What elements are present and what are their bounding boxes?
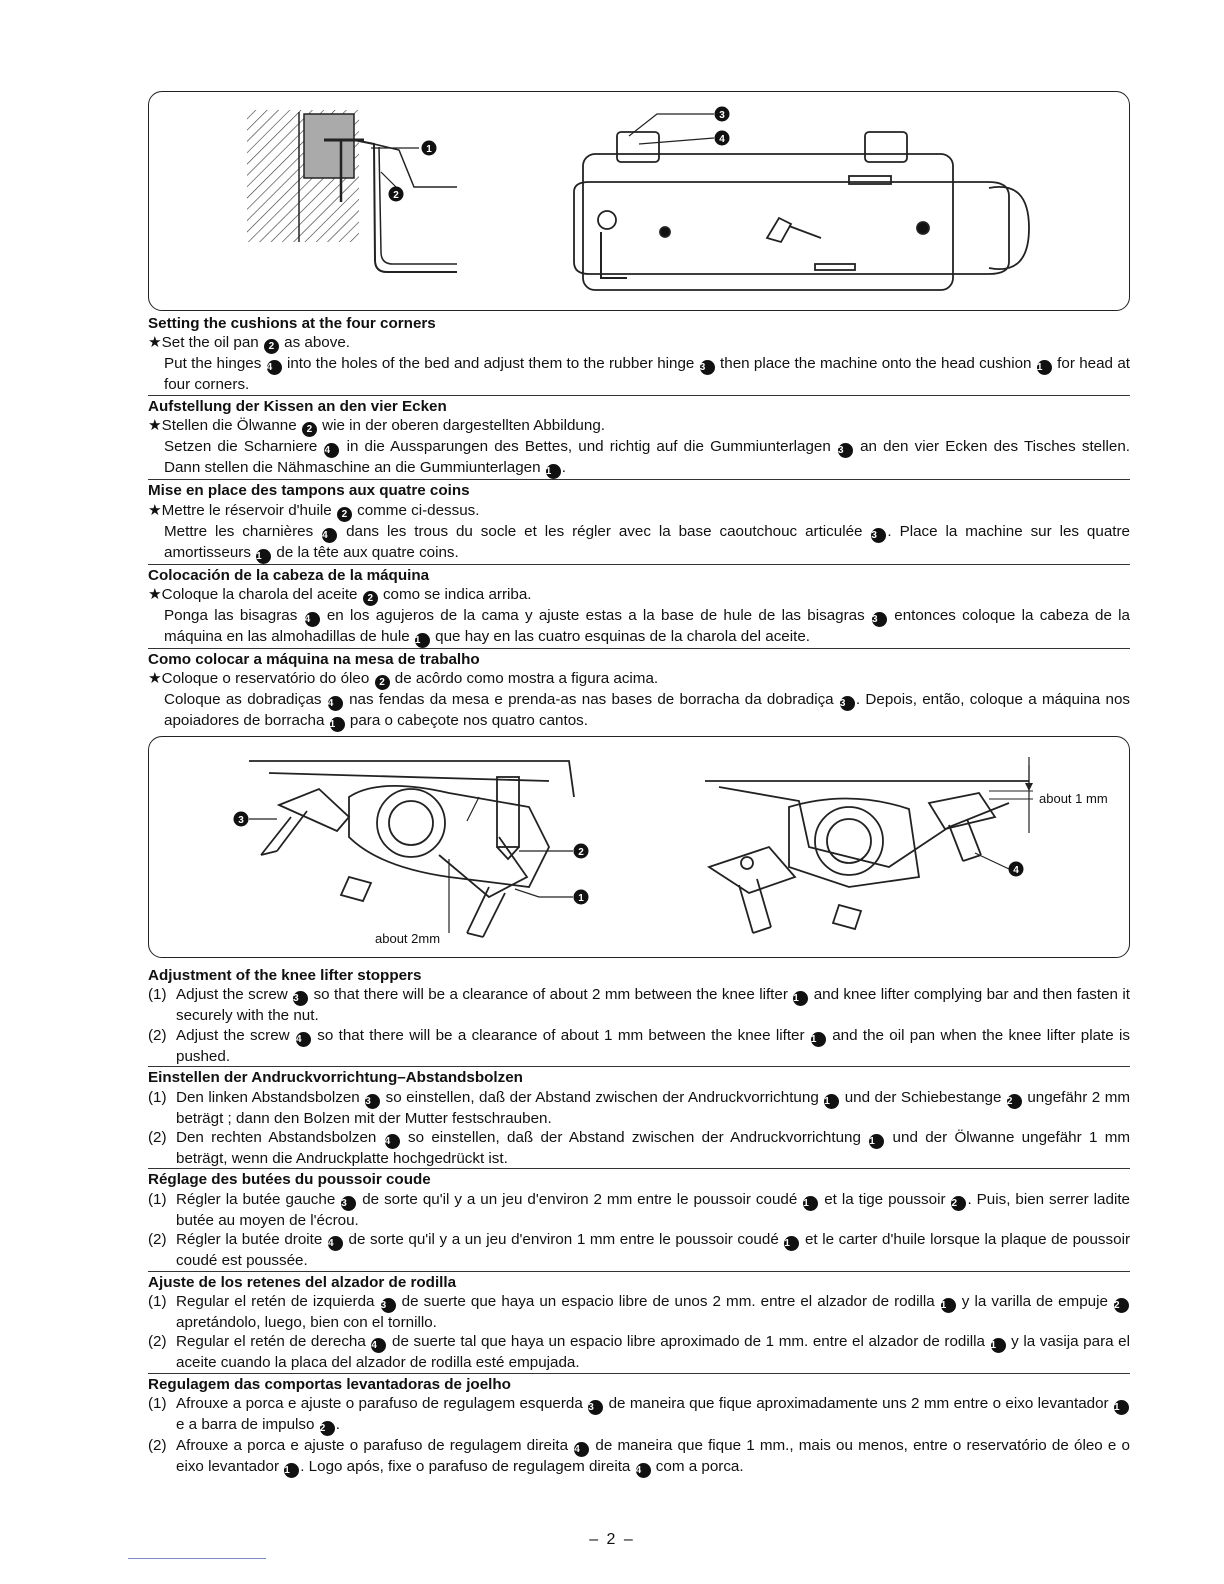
callout-number-icon: 2: [363, 591, 378, 606]
instruction-star-de: ★Stellen die Ölwanne 2 wie in der oberen dargestellten Abbildung.: [148, 417, 605, 436]
figure-knee-lifter-drawing: [149, 737, 1129, 957]
instruction-star-pt: ★Coloque o reservatório do óleo 2 de acôrdo como mostra a figura acima.: [148, 670, 659, 689]
callout-number-icon: 3: [838, 443, 853, 458]
callout-number-icon: 1: [811, 1032, 826, 1047]
callout-number-icon: 3: [588, 1400, 603, 1415]
section-de: [148, 397, 1130, 480]
callout-number-icon: 1: [330, 717, 345, 732]
instruction-body-en: Put the hinges 4 into the holes of the bed and adjust them to the rubber hinge 3 then place the machine onto the head cushion 1 for head at four corners.: [164, 355, 1130, 394]
callout-number-icon: 3: [872, 612, 887, 627]
callout-number-icon: 1: [284, 1463, 299, 1478]
callout-2-left: [389, 187, 404, 202]
section-knee-lifter-text: [148, 966, 1130, 1479]
callout-number-icon: 1: [1114, 1400, 1129, 1415]
callout-number-icon: 4: [385, 1134, 400, 1149]
callout-number-icon: 1: [784, 1236, 799, 1251]
instruction-body-pt: Coloque as dobradiças 4 nas fendas da mesa e prenda-as nas bases de borracha da dobradiça 3 . Depois, então, coloque a máquina nos apoiadores de borracha 1 para o cabeçote nos quatro cantos.: [164, 691, 1130, 731]
step-1-pt: (1) Afrouxe a porca e ajuste o parafuso de regulagem esquerda 3 de maneira que fique aproximadamente uns 2 mm entre o eixo levantador 1 e a barra de impulso 2 .: [148, 1394, 1130, 1436]
callout-number-icon: 2: [375, 675, 390, 690]
table-section-detail: [247, 110, 457, 272]
callout-number-icon: 3: [871, 528, 886, 543]
callout-number-icon: 3: [293, 991, 308, 1006]
callout-number-icon: 4: [328, 696, 343, 711]
section-fr: [148, 481, 1130, 564]
section2-title-fr: Réglage des butées du poussoir coude: [148, 1171, 431, 1189]
section2-es: [148, 1273, 1130, 1374]
callout-number-icon: 3: [840, 696, 855, 711]
svg-text:4: 4: [719, 134, 725, 145]
svg-text:1: 1: [426, 144, 432, 155]
section2-title-pt: Regulagem das comportas levantadoras de joelho: [148, 1375, 511, 1393]
callout-number-icon: 4: [636, 1463, 651, 1478]
page-number: – 2 –: [589, 1531, 635, 1548]
section-title-es: Colocación de la cabeza de la máquina: [148, 566, 430, 584]
section-title-en: Setting the cushions at the four corners: [148, 315, 436, 332]
section2-title-de: Einstellen der Andruckvorrichtung–Abstandsbolzen: [148, 1069, 523, 1087]
callout-number-icon: 4: [324, 443, 339, 458]
callout-number-icon: 2: [264, 339, 279, 354]
instruction-body-de: Setzen die Scharniere 4 in die Aussparungen des Bettes, und richtig auf die Gummiunterlagen 3 an den vier Ecken des Tisches stellen. Dann stellen die Nähmaschine an die Gummiunterlagen 1 .: [164, 438, 1130, 478]
clearance-1mm-marker: [989, 765, 1108, 806]
instruction-body-fr: Mettre les charnières 4 dans les trous du socle et les régler avec la base caoutchouc articulée 3 . Place la machine sur les quatre amortisseurs 1 de la tête aux quatre coins.: [164, 522, 1130, 562]
step-2-de: (2) Den rechten Abstandsbolzen 4 so einstellen, daß der Abstand zwischen der Andruckvorrichtung 1 und der Ölwanne ungefähr 1 mm beträgt, wenn die Andruckplatte hochgedrückt ist.: [148, 1129, 1130, 1168]
step-2-pt: (2) Afrouxe a porca e ajuste o parafuso de regulagem direita 4 de maneira que fique 1 mm., mais ou menos, entre o reservatório de óleo e o eixo levantador 1 . Logo após, fixe o parafuso de regulagem direita 4 com a porca.: [148, 1437, 1130, 1477]
callout-number-icon: 2: [1114, 1298, 1129, 1313]
callout-number-icon: 1: [415, 633, 430, 648]
instruction-star-fr: ★Mettre le réservoir d'huile 2 comme ci-dessus.: [148, 501, 480, 520]
callout-2-fig2: [519, 844, 589, 859]
callout-number-icon: 1: [941, 1298, 956, 1313]
callout-1-left: [422, 141, 437, 156]
svg-text:3: 3: [238, 815, 244, 826]
callout-4-fig2: [975, 853, 1024, 877]
svg-text:2: 2: [578, 847, 584, 858]
callout-number-icon: 4: [267, 360, 282, 375]
section-title-de: Aufstellung der Kissen an den vier Ecken: [148, 397, 447, 415]
step-2-en: (2) Adjust the screw 4 so that there will be a clearance of about 1 mm between the knee lifter 1 and the oil pan when the knee lifter plate is pushed.: [148, 1026, 1130, 1065]
callout-number-icon: 1: [991, 1338, 1006, 1353]
section-cushion-text: [148, 314, 1130, 733]
instruction-body-es: Ponga las bisagras 4 en los agujeros de la cama y ajuste estas a la base de hule de las bisagras 3 entonces coloque la cabeza de la máquina en las almohadillas de hule 1 que hay en las cuatro esquinas de la charola del aceite.: [164, 607, 1130, 647]
callout-number-icon: 4: [328, 1236, 343, 1251]
footer-divider: [128, 1558, 266, 1559]
callout-number-icon: 1: [256, 549, 271, 564]
callout-number-icon: 1: [546, 464, 561, 479]
instruction-star-es: ★Coloque la charola del aceite 2 como se indica arriba.: [148, 586, 532, 605]
callout-number-icon: 3: [700, 360, 715, 375]
step-1-de: (1) Den linken Abstandsbolzen 3 so einstellen, daß der Abstand zwischen der Andruckvorrichtung 1 und der Schiebestange 2 ungefähr 2 mm beträgt ; dann den Bolzen mit der Mutter festschrauben.: [148, 1088, 1130, 1127]
callout-number-icon: 4: [305, 612, 320, 627]
section2-fr: [148, 1170, 1130, 1271]
callout-number-icon: 1: [803, 1196, 818, 1211]
section2-title-en: Adjustment of the knee lifter stoppers: [148, 967, 422, 984]
callout-number-icon: 2: [1007, 1094, 1022, 1109]
callout-number-icon: 1: [1037, 360, 1052, 375]
clearance-2mm-label: about 2mm: [375, 931, 441, 946]
callout-number-icon: 1: [824, 1094, 839, 1109]
step-1-en: (1) Adjust the screw 3 so that there will be a clearance of about 2 mm between the knee lifter 1 and knee lifter complying bar and then fasten it securely with the nut.: [148, 986, 1130, 1025]
callout-3-fig2: [234, 812, 278, 827]
section-pt: [148, 650, 1130, 732]
figure-cushion-setup-drawing: [149, 92, 1129, 310]
callout-number-icon: 4: [322, 528, 337, 543]
step-2-es: (2) Regular el retén de derecha 4 de suerte tal que haya un espacio libre aproximado de 1 mm. entre el alzador de rodilla 1 y la vasija para el aceite cuando la placa del alzador de rodilla esté empujada.: [148, 1333, 1130, 1372]
section2-en: [148, 966, 1130, 1067]
svg-text:1: 1: [578, 893, 584, 904]
callout-number-icon: 2: [951, 1196, 966, 1211]
callout-number-icon: 3: [381, 1298, 396, 1313]
svg-text:2: 2: [393, 190, 399, 201]
clearance-1mm-label: about 1 mm: [1039, 791, 1108, 806]
right-stopper-drawing: [705, 757, 1029, 933]
figure-cushion-setup: [148, 91, 1130, 311]
section-es: [148, 566, 1130, 649]
section2-de: [148, 1068, 1130, 1169]
callout-number-icon: 2: [320, 1421, 335, 1436]
section-title-pt: Como colocar a máquina na mesa de trabalho: [148, 651, 480, 669]
callout-number-icon: 3: [341, 1196, 356, 1211]
callout-number-icon: 1: [869, 1134, 884, 1149]
svg-text:3: 3: [719, 110, 725, 121]
left-stopper-drawing: [249, 761, 574, 937]
callout-number-icon: 4: [574, 1442, 589, 1457]
svg-text:4: 4: [1013, 865, 1019, 876]
callout-number-icon: 3: [365, 1094, 380, 1109]
step-1-es: (1) Regular el retén de izquierda 3 de suerte que haya un espacio libre de unos 2 mm. entre el alzador de rodilla 1 y la varilla de empuje 2 apretándolo, luego, bien con el tornillo.: [148, 1292, 1130, 1332]
callout-number-icon: 2: [302, 422, 317, 437]
callout-1-fig2: [515, 889, 589, 905]
section2-title-es: Ajuste de los retenes del alzador de rodilla: [148, 1273, 457, 1291]
section-title-fr: Mise en place des tampons aux quatre coins: [148, 482, 470, 500]
callout-number-icon: 1: [793, 991, 808, 1006]
machine-head-top-view: [574, 132, 1029, 290]
section-en: [148, 314, 1130, 396]
instruction-star-en: ★Set the oil pan 2 as above.: [148, 334, 351, 353]
section2-pt: [148, 1375, 1130, 1478]
step-2-fr: (2) Régler la butée droite 4 de sorte qu'il y a un jeu d'environ 1 mm entre le poussoir coudé 1 et le carter d'huile lorsque la plaque de poussoir coudé est poussée.: [148, 1231, 1130, 1270]
figure-knee-lifter: [148, 736, 1130, 958]
callout-number-icon: 4: [371, 1338, 386, 1353]
step-1-fr: (1) Régler la butée gauche 3 de sorte qu'il y a un jeu d'environ 2 mm entre le poussoir coudé 1 et la tige poussoir 2 . Puis, bien serrer ladite butée au moyen de l'écrou.: [148, 1190, 1130, 1229]
callout-number-icon: 4: [296, 1032, 311, 1047]
callout-number-icon: 2: [337, 507, 352, 522]
